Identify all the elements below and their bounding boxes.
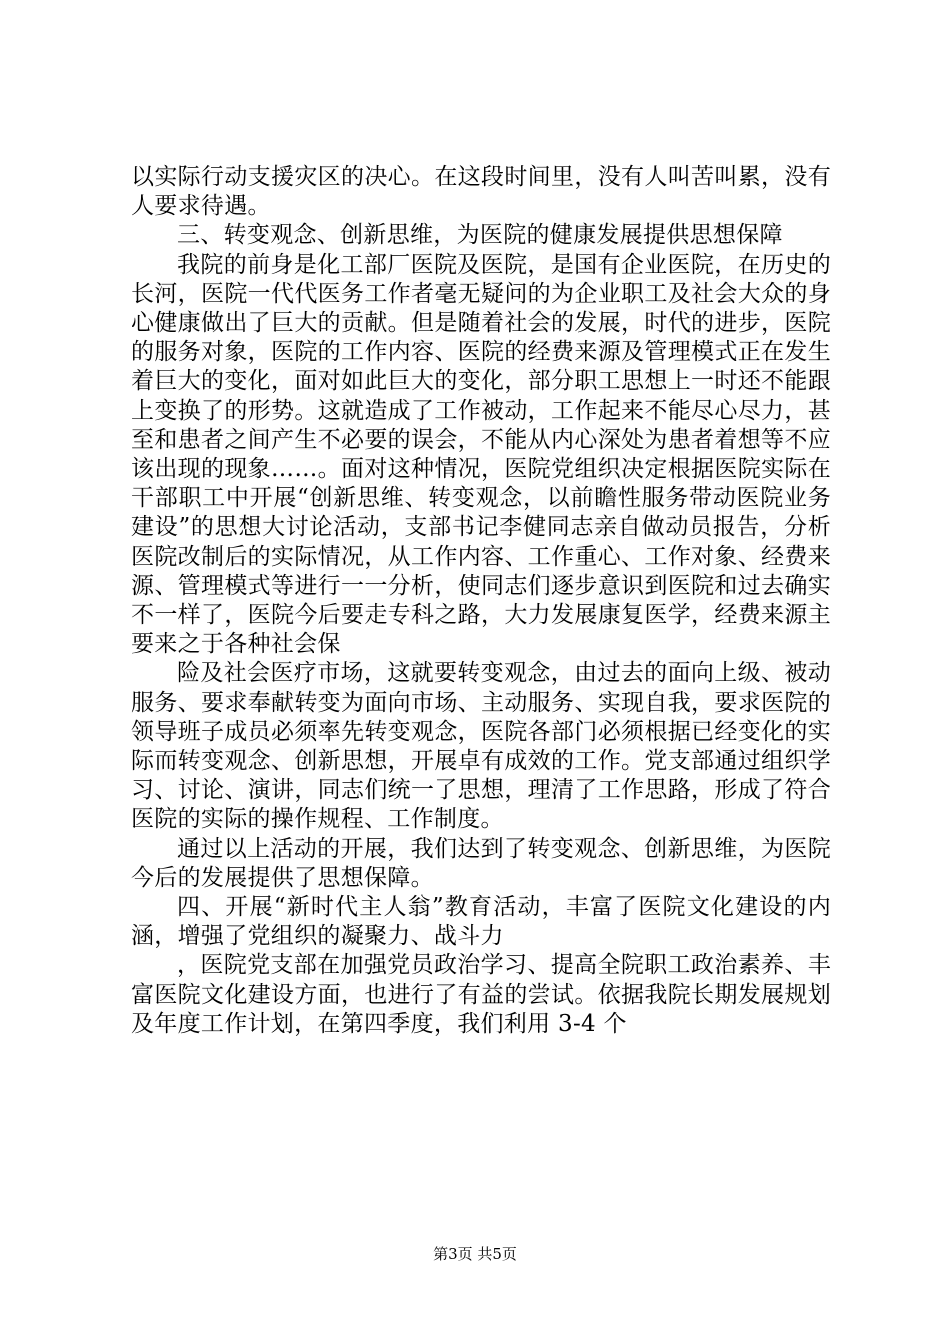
page-footer: 第3页 共5页 [433, 1245, 517, 1263]
section-heading-3: 三、转变观念、创新思维，为医院的健康发展提供思想保障 [177, 222, 783, 249]
paragraph-2: 我院的前身是化工部厂医院及医院，是国有企业医院，在历史的长河，医院一代代医务工作者毫无疑问的为企业职工及社会大众的身心健康做出了巨大的贡献。但是随着社会的发展，时代的进步，医院的服务对象，医院的工作内容、医院的经费来源及管理模式正在发生着巨大的变化，面对如此巨大的变化，部分职工思想上一时还不能跟上变换了的形势。这就造成了工作被动，工作起来不能尽心尽力，甚至和患者之间产生不必要的误会，不能从内心深处为患者着想等不应该出现的现象……。面对这种情况，医院党组织决定根据医院实际在干部职工中开展“创新思维、转变观念，以前瞻性服务带动医院业务建设”的思想大讨论活动，支部书记李健同志亲自做动员报告，分析医院改制后的实际情况，从工作内容、工作重心、工作对象、经费来源、管理模式等进行一一分析，使同志们逐步意识到医院和过去确实不一样了，医院今后要走专科之路，大力发展康复医学，经费来源主要来之于各种社会保 [131, 251, 831, 658]
paragraph-5: ，医院党支部在加强党员政治学习、提高全院职工政治素养、丰富医院文化建设方面，也进行了有益的尝试。依据我院长期发展规划及年度工作计划，在第四季度，我们利用 3-4 个 [131, 952, 831, 1037]
paragraph-1: 以实际行动支援灾区的决心。在这段时间里，没有人叫苦叫累，没有人要求待遇。 [131, 164, 831, 220]
paragraph-3: 险及社会医疗市场，这就要转变观念，由过去的面向上级、被动服务、要求奉献转变为面向市场、主动服务、实现自我，要求医院的领导班子成员必须率先转变观念，医院各部门必须根据已经变化的实际而转变观念、创新思想，开展卓有成效的工作。党支部通过组织学习、讨论、演讲，同志们统一了思想，理清了工作思路，形成了符合医院的实际的操作规程、工作制度。 [131, 660, 831, 833]
paragraph-4: 通过以上活动的开展，我们达到了转变观念、创新思维，为医院今后的发展提供了思想保障。 [131, 835, 831, 891]
section-heading-4: 四、开展“新时代主人翁”教育活动，丰富了医院文化建设的内涵，增强了党组织的凝聚力、战斗力 [131, 894, 831, 950]
document-body [131, 163, 831, 1039]
